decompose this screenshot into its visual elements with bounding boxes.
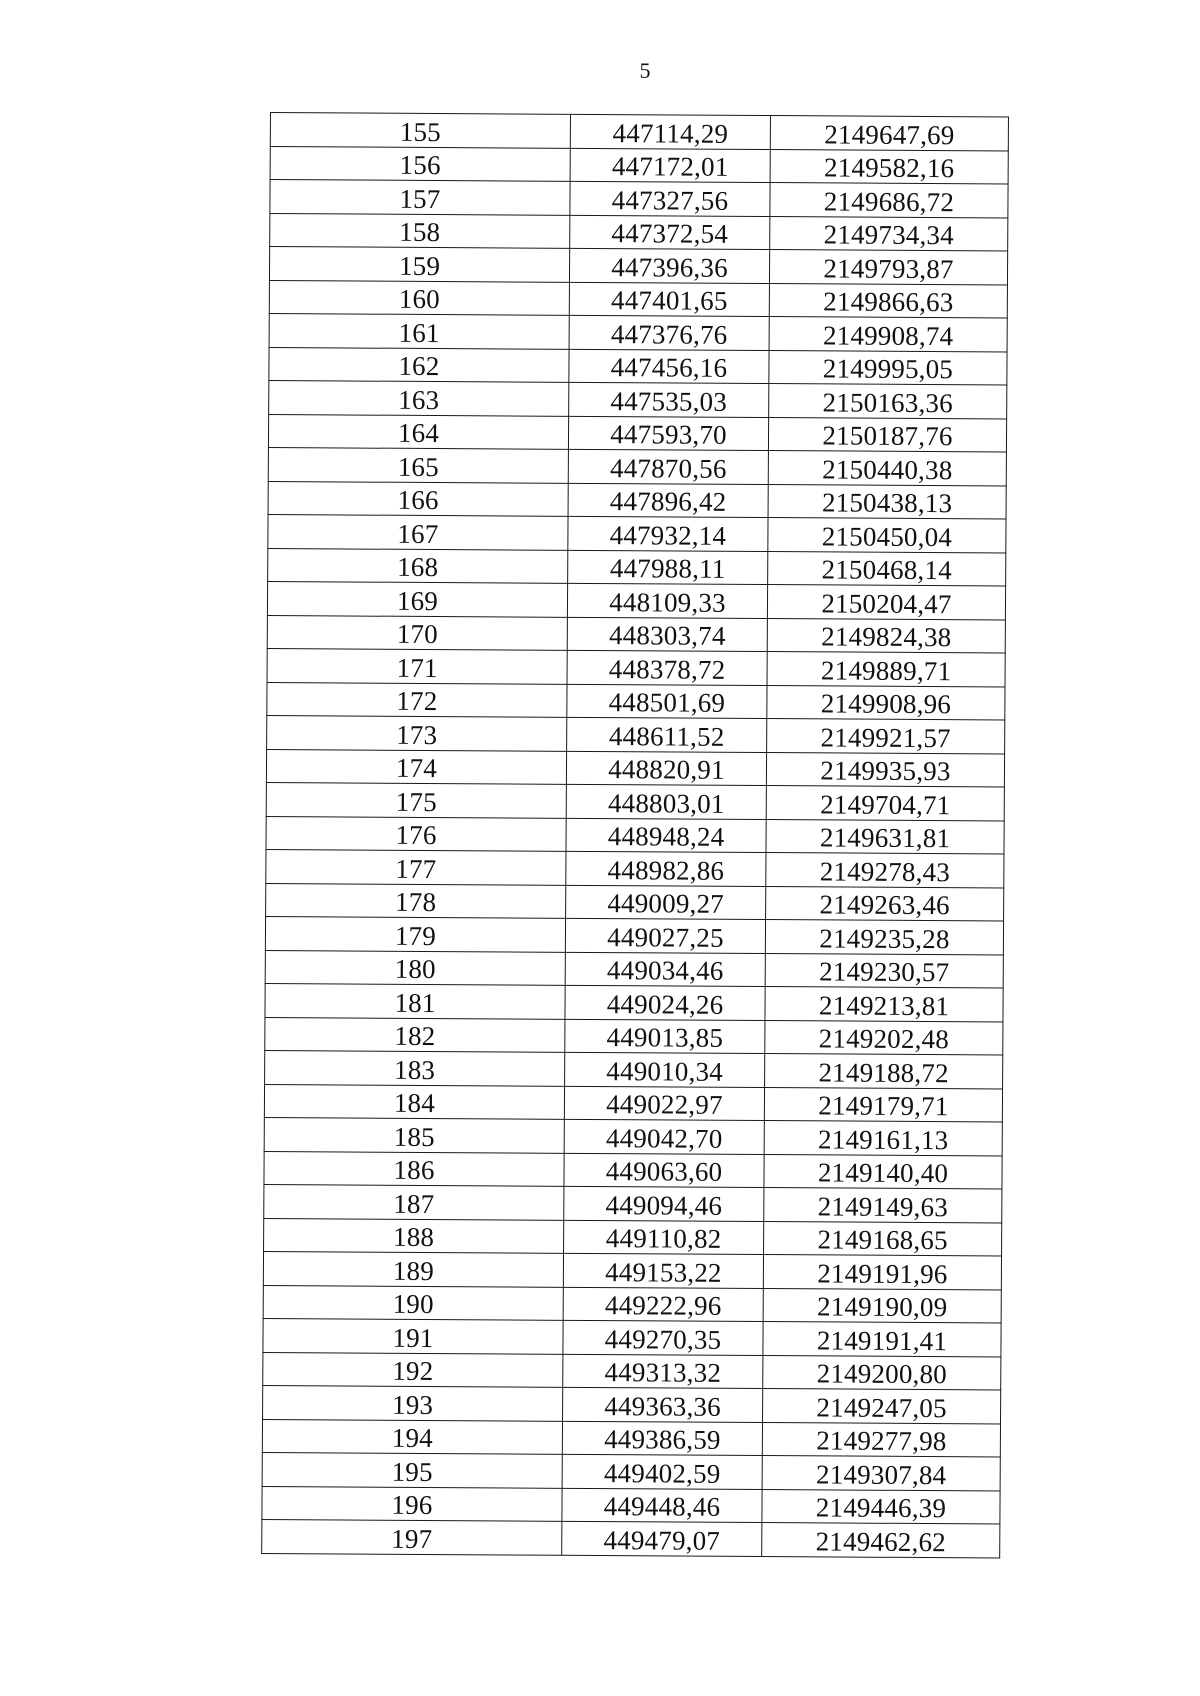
y-coordinate-cell: 2149149,63 xyxy=(764,1188,1002,1223)
y-coordinate-cell: 2149647,69 xyxy=(770,116,1008,151)
y-coordinate-cell: 2150450,04 xyxy=(768,518,1006,553)
table-row xyxy=(263,1251,1001,1289)
point-number-cell: 182 xyxy=(265,1017,565,1052)
table-row xyxy=(266,749,1004,787)
x-coordinate-cell: 447988,11 xyxy=(568,550,768,585)
x-coordinate-cell: 449094,46 xyxy=(564,1186,764,1221)
point-number-cell: 173 xyxy=(267,715,567,750)
y-coordinate-cell: 2149462,62 xyxy=(762,1523,1000,1558)
y-coordinate-cell: 2149179,71 xyxy=(764,1087,1002,1122)
y-coordinate-cell: 2149446,39 xyxy=(762,1489,1000,1524)
table-row xyxy=(263,1352,1001,1390)
y-coordinate-cell: 2149793,87 xyxy=(769,250,1007,285)
table-row xyxy=(267,615,1005,653)
y-coordinate-cell: 2149995,05 xyxy=(769,350,1007,385)
x-coordinate-cell: 448948,24 xyxy=(566,818,766,853)
x-coordinate-cell: 449386,59 xyxy=(562,1421,762,1456)
point-number-cell: 161 xyxy=(269,313,569,348)
y-coordinate-cell: 2149263,46 xyxy=(766,886,1004,921)
point-number-cell: 166 xyxy=(268,481,568,516)
x-coordinate-cell: 448303,74 xyxy=(567,617,767,652)
table-row xyxy=(265,1050,1003,1088)
table-row xyxy=(264,1151,1002,1189)
y-coordinate-cell: 2149161,13 xyxy=(764,1121,1002,1156)
x-coordinate-cell: 449479,07 xyxy=(562,1521,762,1556)
point-number-cell: 177 xyxy=(266,849,566,884)
point-number-cell: 168 xyxy=(268,548,568,583)
table-row xyxy=(264,1184,1002,1222)
x-coordinate-cell: 447372,54 xyxy=(570,215,770,250)
y-coordinate-cell: 2149188,72 xyxy=(765,1054,1003,1089)
point-number-cell: 196 xyxy=(262,1486,562,1521)
x-coordinate-cell: 449022,97 xyxy=(564,1086,764,1121)
coordinates-table-body xyxy=(262,113,1009,1558)
point-number-cell: 193 xyxy=(263,1385,563,1420)
y-coordinate-cell: 2150163,36 xyxy=(769,384,1007,419)
x-coordinate-cell: 449222,96 xyxy=(563,1287,763,1322)
x-coordinate-cell: 448109,33 xyxy=(567,583,767,618)
point-number-cell: 197 xyxy=(262,1519,562,1554)
x-coordinate-cell: 447396,36 xyxy=(569,248,769,283)
y-coordinate-cell: 2149686,72 xyxy=(770,183,1008,218)
point-number-cell: 162 xyxy=(269,347,569,382)
x-coordinate-cell: 447114,29 xyxy=(570,114,770,149)
x-coordinate-cell: 449042,70 xyxy=(564,1119,764,1154)
point-number-cell: 188 xyxy=(264,1218,564,1253)
point-number-cell: 195 xyxy=(262,1452,562,1487)
x-coordinate-cell: 447401,65 xyxy=(569,282,769,317)
x-coordinate-cell: 449313,32 xyxy=(563,1354,763,1389)
x-coordinate-cell: 448501,69 xyxy=(567,684,767,719)
y-coordinate-cell: 2150187,76 xyxy=(768,417,1006,452)
x-coordinate-cell: 449024,26 xyxy=(565,985,765,1020)
table-row xyxy=(266,849,1004,887)
point-number-cell: 159 xyxy=(269,247,569,282)
point-number-cell: 181 xyxy=(265,983,565,1018)
table-row xyxy=(265,916,1003,954)
point-number-cell: 190 xyxy=(263,1285,563,1320)
point-number-cell: 171 xyxy=(267,648,567,683)
y-coordinate-cell: 2150468,14 xyxy=(768,551,1006,586)
table-row xyxy=(263,1285,1001,1323)
table-row xyxy=(263,1385,1001,1423)
point-number-cell: 179 xyxy=(265,916,565,951)
point-number-cell: 164 xyxy=(268,414,568,449)
x-coordinate-cell: 447327,56 xyxy=(570,181,770,216)
y-coordinate-cell: 2149247,05 xyxy=(763,1389,1001,1424)
x-coordinate-cell: 449034,46 xyxy=(565,952,765,987)
table-row xyxy=(266,782,1004,820)
y-coordinate-cell: 2150438,13 xyxy=(768,484,1006,519)
x-coordinate-cell: 449110,82 xyxy=(564,1220,764,1255)
point-number-cell: 186 xyxy=(264,1151,564,1186)
point-number-cell: 191 xyxy=(263,1318,563,1353)
table-row xyxy=(268,447,1006,485)
y-coordinate-cell: 2149824,38 xyxy=(767,618,1005,653)
point-number-cell: 183 xyxy=(265,1050,565,1085)
table-row xyxy=(268,481,1006,519)
y-coordinate-cell: 2150440,38 xyxy=(768,451,1006,486)
x-coordinate-cell: 449063,60 xyxy=(564,1153,764,1188)
x-coordinate-cell: 448611,52 xyxy=(567,717,767,752)
table-row xyxy=(270,213,1008,251)
table-row xyxy=(266,816,1004,854)
table-row xyxy=(269,347,1007,385)
y-coordinate-cell: 2149235,28 xyxy=(765,920,1003,955)
table-row xyxy=(270,113,1008,151)
y-coordinate-cell: 2149908,96 xyxy=(767,685,1005,720)
x-coordinate-cell: 448378,72 xyxy=(567,650,767,685)
x-coordinate-cell: 449013,85 xyxy=(565,1019,765,1054)
table-row xyxy=(267,682,1005,720)
point-number-cell: 163 xyxy=(269,380,569,415)
y-coordinate-cell: 2149631,81 xyxy=(766,819,1004,854)
point-number-cell: 157 xyxy=(270,180,570,215)
table-row xyxy=(269,280,1007,318)
y-coordinate-cell: 2149704,71 xyxy=(766,786,1004,821)
table-row xyxy=(262,1452,1000,1490)
point-number-cell: 174 xyxy=(266,749,566,784)
table-row xyxy=(265,1017,1003,1055)
table-row xyxy=(265,950,1003,988)
y-coordinate-cell: 2149191,96 xyxy=(763,1255,1001,1290)
point-number-cell: 160 xyxy=(269,280,569,315)
point-number-cell: 192 xyxy=(263,1352,563,1387)
table-row xyxy=(269,247,1007,285)
coordinates-table xyxy=(261,112,1009,1558)
y-coordinate-cell: 2149278,43 xyxy=(766,853,1004,888)
y-coordinate-cell: 2149277,98 xyxy=(762,1422,1000,1457)
y-coordinate-cell: 2149307,84 xyxy=(762,1456,1000,1491)
table-row xyxy=(270,180,1008,218)
x-coordinate-cell: 447172,01 xyxy=(570,148,770,183)
point-number-cell: 155 xyxy=(270,113,570,148)
table-row xyxy=(262,1419,1000,1457)
table-row xyxy=(267,715,1005,753)
table-row xyxy=(268,514,1006,552)
point-number-cell: 178 xyxy=(266,883,566,918)
table-row xyxy=(268,548,1006,586)
y-coordinate-cell: 2149191,41 xyxy=(763,1322,1001,1357)
table-row xyxy=(264,1117,1002,1155)
x-coordinate-cell: 447896,42 xyxy=(568,483,768,518)
y-coordinate-cell: 2149921,57 xyxy=(767,719,1005,754)
table-row xyxy=(270,146,1008,184)
table-row xyxy=(263,1318,1001,1356)
x-coordinate-cell: 449009,27 xyxy=(566,885,766,920)
page-number: 5 xyxy=(639,58,651,83)
y-coordinate-cell: 2149230,57 xyxy=(765,953,1003,988)
point-number-cell: 175 xyxy=(266,782,566,817)
point-number-cell: 170 xyxy=(267,615,567,650)
point-number-cell: 169 xyxy=(267,581,567,616)
table-row xyxy=(264,1084,1002,1122)
y-coordinate-cell: 2149190,09 xyxy=(763,1288,1001,1323)
table-row xyxy=(262,1486,1000,1524)
y-coordinate-cell: 2149734,34 xyxy=(770,216,1008,251)
point-number-cell: 185 xyxy=(264,1117,564,1152)
x-coordinate-cell: 448820,91 xyxy=(566,751,766,786)
x-coordinate-cell: 447593,70 xyxy=(568,416,768,451)
point-number-cell: 184 xyxy=(264,1084,564,1119)
y-coordinate-cell: 2149200,80 xyxy=(763,1355,1001,1390)
table-row xyxy=(266,883,1004,921)
y-coordinate-cell: 2149908,74 xyxy=(769,317,1007,352)
table-row xyxy=(262,1519,1000,1557)
table-row xyxy=(268,414,1006,452)
point-number-cell: 180 xyxy=(265,950,565,985)
point-number-cell: 187 xyxy=(264,1184,564,1219)
table-row xyxy=(264,1218,1002,1256)
x-coordinate-cell: 448803,01 xyxy=(566,784,766,819)
y-coordinate-cell: 2149582,16 xyxy=(770,149,1008,184)
table-row xyxy=(265,983,1003,1021)
x-coordinate-cell: 447535,03 xyxy=(569,382,769,417)
table-row xyxy=(267,581,1005,619)
table-row xyxy=(269,313,1007,351)
x-coordinate-cell: 449270,35 xyxy=(563,1320,763,1355)
x-coordinate-cell: 447870,56 xyxy=(568,449,768,484)
x-coordinate-cell: 449363,36 xyxy=(563,1387,763,1422)
y-coordinate-cell: 2150204,47 xyxy=(767,585,1005,620)
point-number-cell: 165 xyxy=(268,447,568,482)
y-coordinate-cell: 2149889,71 xyxy=(767,652,1005,687)
table-row xyxy=(267,648,1005,686)
x-coordinate-cell: 447456,16 xyxy=(569,349,769,384)
x-coordinate-cell: 449448,46 xyxy=(562,1488,762,1523)
point-number-cell: 172 xyxy=(267,682,567,717)
point-number-cell: 176 xyxy=(266,816,566,851)
x-coordinate-cell: 447376,76 xyxy=(569,315,769,350)
x-coordinate-cell: 448982,86 xyxy=(566,851,766,886)
x-coordinate-cell: 447932,14 xyxy=(568,516,768,551)
y-coordinate-cell: 2149213,81 xyxy=(765,987,1003,1022)
x-coordinate-cell: 449010,34 xyxy=(565,1052,765,1087)
point-number-cell: 194 xyxy=(262,1419,562,1454)
y-coordinate-cell: 2149202,48 xyxy=(765,1020,1003,1055)
table-row xyxy=(269,380,1007,418)
x-coordinate-cell: 449153,22 xyxy=(563,1253,763,1288)
y-coordinate-cell: 2149935,93 xyxy=(766,752,1004,787)
point-number-cell: 156 xyxy=(270,146,570,181)
x-coordinate-cell: 449402,59 xyxy=(562,1454,762,1489)
x-coordinate-cell: 449027,25 xyxy=(565,918,765,953)
y-coordinate-cell: 2149866,63 xyxy=(769,283,1007,318)
point-number-cell: 189 xyxy=(263,1251,563,1286)
point-number-cell: 158 xyxy=(270,213,570,248)
point-number-cell: 167 xyxy=(268,514,568,549)
y-coordinate-cell: 2149140,40 xyxy=(764,1154,1002,1189)
y-coordinate-cell: 2149168,65 xyxy=(764,1221,1002,1256)
